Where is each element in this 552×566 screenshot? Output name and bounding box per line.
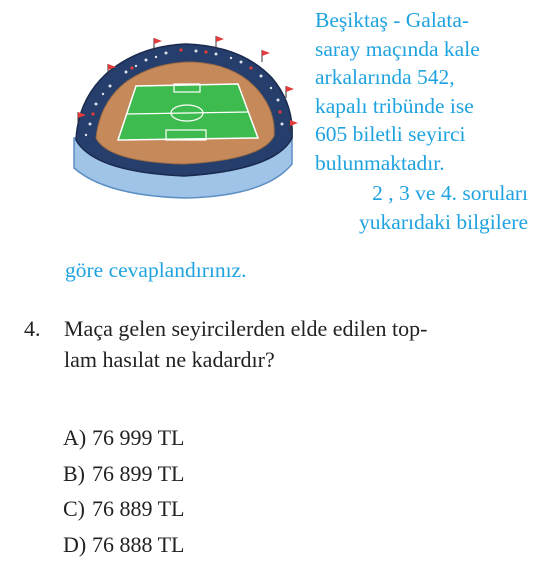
info-line-3: arkalarında 542, <box>315 65 455 89</box>
info-line-6: bulunmaktadır. <box>315 151 445 175</box>
info-line-4: kapalı tribünde ise <box>315 94 474 118</box>
instruction-line-2: yukarıdaki bilgilere <box>359 210 528 234</box>
info-line-5: 605 biletli seyirci <box>315 122 466 146</box>
option-text: 76 899 TL <box>92 460 185 486</box>
option-b[interactable] <box>63 456 184 492</box>
option-text: 76 889 TL <box>92 496 185 521</box>
info-line-2: saray maçında kale <box>315 37 480 61</box>
answer-options <box>63 420 184 562</box>
question-number: 4. <box>24 316 41 341</box>
option-letter: B) <box>63 460 85 486</box>
option-letter: A) <box>63 425 87 450</box>
option-letter: C) <box>63 496 85 521</box>
option-a[interactable] <box>63 420 184 456</box>
instruction-line-3: göre cevaplandırınız. <box>65 258 247 282</box>
question-line-2: lam hasılat ne kadardır? <box>64 347 275 372</box>
option-text: 76 888 TL <box>92 531 185 557</box>
option-d[interactable] <box>63 527 184 563</box>
option-letter: D) <box>63 531 87 557</box>
instruction-line-1: 2 , 3 ve 4. soruları <box>372 181 528 205</box>
stadium-illustration <box>66 20 300 205</box>
option-text: 76 999 TL <box>92 425 185 450</box>
info-line-1: Beşiktaş - Galata- <box>315 8 470 32</box>
option-c[interactable] <box>63 491 184 527</box>
question-text <box>64 313 427 375</box>
question-line-1: Maça gelen seyircilerden elde edilen top- <box>64 316 428 341</box>
